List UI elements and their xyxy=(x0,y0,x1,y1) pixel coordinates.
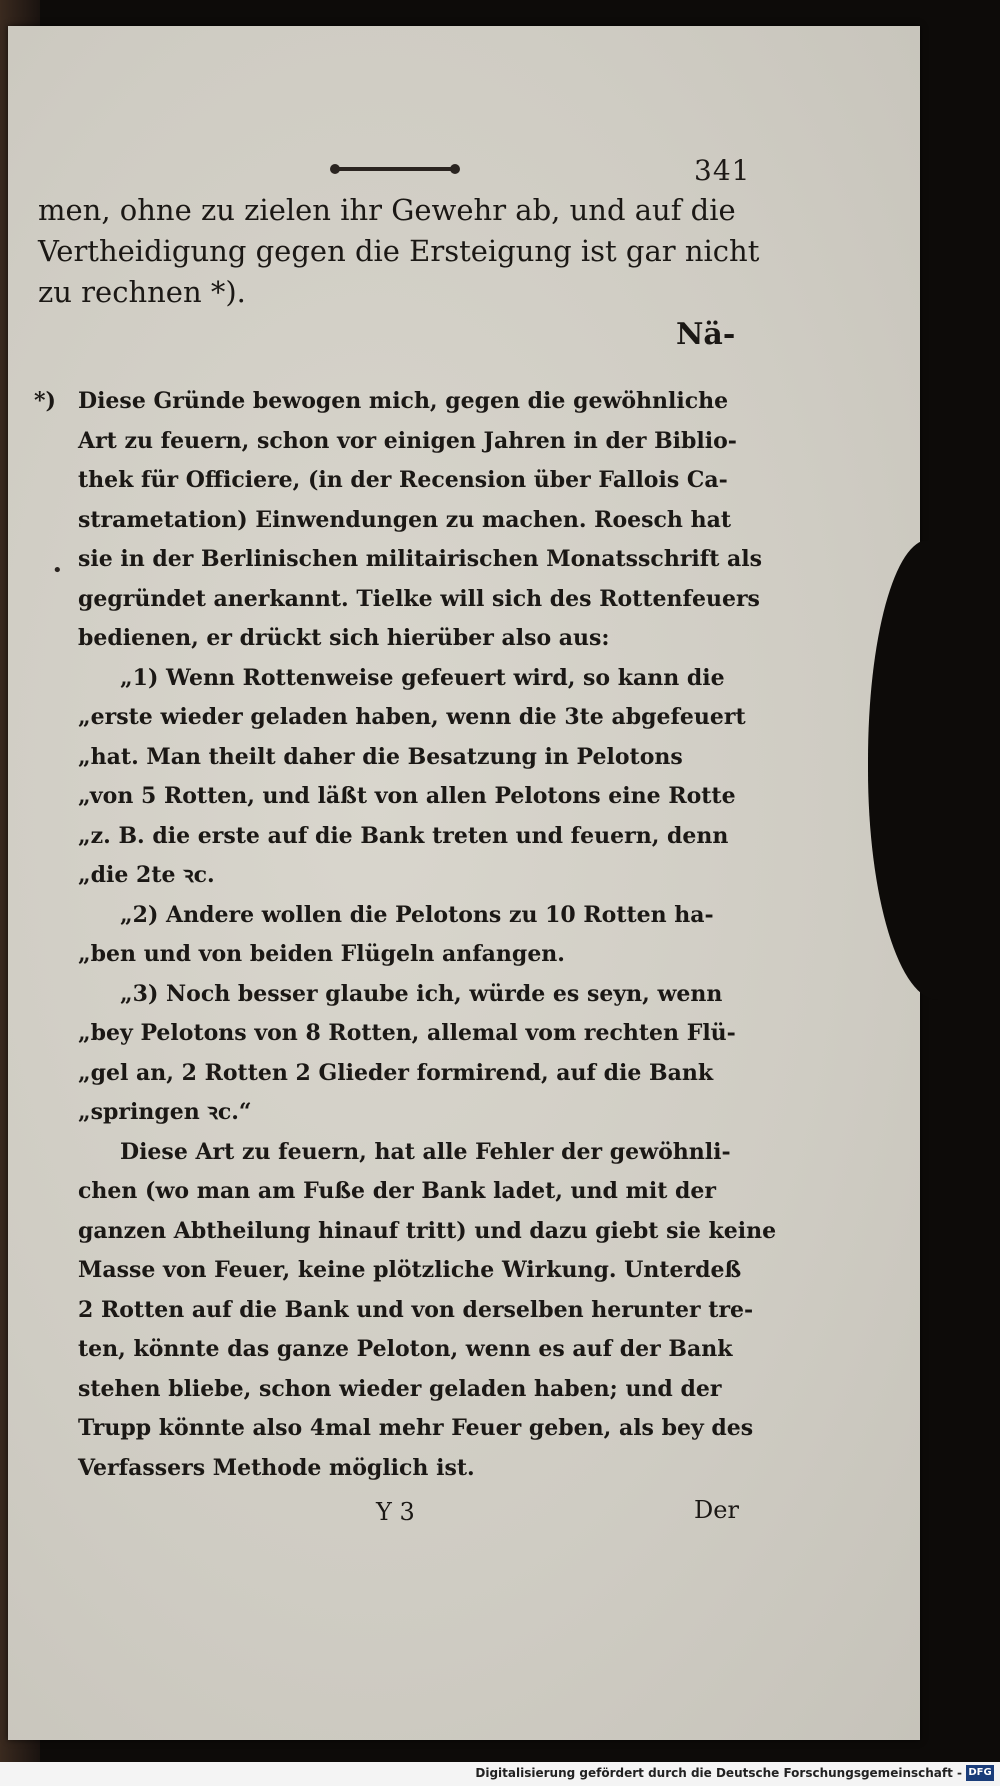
catchword-bottom: Der xyxy=(694,1496,739,1524)
footnote-line: „ben und von beiden Flügeln anfangen. xyxy=(78,941,565,967)
footnote-line: „1) Wenn Rottenweise gefeuert wird, so kann die xyxy=(120,664,725,691)
funding-text: Digitalisierung gefördert durch die Deutsche Forschungsgemeinschaft - xyxy=(475,1766,962,1780)
footnote xyxy=(34,382,777,1488)
footnote-line: Verfassers Methode möglich ist. xyxy=(78,1454,475,1481)
footnote-line: thek für Officiere, (in der Recension über Fallois Ca- xyxy=(78,467,728,493)
ornament-right-tip xyxy=(450,164,460,174)
margin-dot: • xyxy=(52,560,63,581)
footnote-line: ten, könnte das ganze Peloton, wenn es auf der Bank xyxy=(78,1336,733,1362)
footnote-line: Masse von Feuer, keine plötzliche Wirkung. Unterdeß xyxy=(78,1257,742,1283)
footnote-line: gegründet anerkannt. Tielke will sich des Rottenfeuers xyxy=(78,585,760,612)
footnote-line: „erste wieder geladen haben, wenn die 3te abgefeuert xyxy=(78,704,746,730)
footnote-line: „die 2te ꝛc. xyxy=(78,862,215,888)
footnote-line: „springen ꝛc.“ xyxy=(78,1099,252,1125)
footnote-marker: *) xyxy=(34,388,56,414)
footnote-line: Art zu feuern, schon vor einigen Jahren in der Biblio- xyxy=(78,427,737,454)
footnote-line: stehen bliebe, schon wieder geladen haben; und der xyxy=(78,1375,722,1402)
footnote-line: „gel an, 2 Rotten 2 Glieder formirend, auf die Bank xyxy=(78,1059,714,1086)
footnote-line: „z. B. die erste auf die Bank treten und feuern, denn xyxy=(78,822,729,849)
ornament-bar xyxy=(336,167,454,171)
page-number: 341 xyxy=(694,154,751,187)
main-line: zu rechnen *). xyxy=(38,275,246,309)
footnote-line: 2 Rotten auf die Bank und von derselben herunter tre- xyxy=(78,1296,754,1323)
footnote-line: Trupp könnte also 4mal mehr Feuer geben, als bey des xyxy=(78,1415,754,1441)
footnote-line: „hat. Man theilt daher die Besatzung in Pelotons xyxy=(78,743,683,770)
dfg-logo: DFG xyxy=(966,1765,994,1781)
footnote-line: „3) Noch besser glaube ich, würde es seyn, wenn xyxy=(120,980,723,1007)
footnote-line: bedienen, er drückt sich hierüber also aus: xyxy=(78,625,610,651)
footnote-line: „bey Pelotons von 8 Rotten, allemal vom rechten Flü- xyxy=(78,1020,736,1046)
funding-footer xyxy=(0,1762,1000,1786)
catchword-top: Nä- xyxy=(676,317,736,352)
signature-mark: Y 3 xyxy=(376,1498,415,1526)
footnote-line: strametation) Einwendungen zu machen. Roesch hat xyxy=(78,506,731,533)
footnote-line: ganzen Abtheilung hinauf tritt) und dazu giebt sie keine xyxy=(78,1217,777,1244)
footnote-line: chen (wo man am Fuße der Bank ladet, und mit der xyxy=(78,1178,717,1204)
main-text xyxy=(38,190,760,313)
footnote-line: Diese Art zu feuern, hat alle Fehler der gewöhnli- xyxy=(120,1138,731,1165)
footnote-line: „von 5 Rotten, und läßt von allen Pelotons eine Rotte xyxy=(78,783,736,809)
header-ornament xyxy=(330,163,460,175)
footnote-line: sie in der Berlinischen militairischen Monatsschrift als xyxy=(78,546,763,572)
main-line: Vertheidigung gegen die Ersteigung ist gar nicht xyxy=(38,234,760,268)
footnote-line: Diese Gründe bewogen mich, gegen die gewöhnliche xyxy=(78,388,729,414)
main-line: men, ohne zu zielen ihr Gewehr ab, und auf die xyxy=(38,193,736,227)
footnote-line: „2) Andere wollen die Pelotons zu 10 Rotten ha- xyxy=(120,901,714,928)
